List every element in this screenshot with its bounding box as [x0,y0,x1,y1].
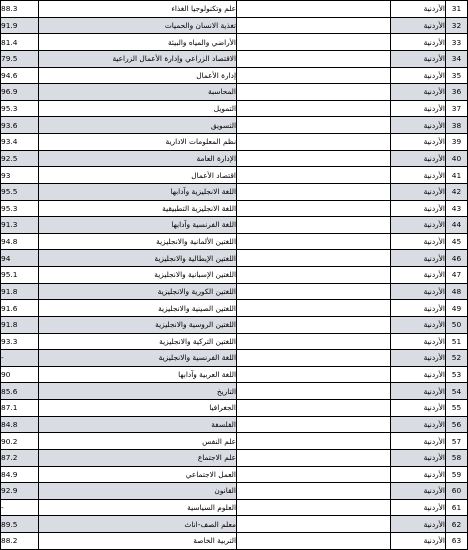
cutoff-score-cell: 93.6 [1,117,39,134]
major-name-cell: اللغة العربية وآدابها [39,366,237,383]
empty-cell [237,400,391,417]
major-name-cell: اللغتين الكورية والانجليزية [39,283,237,300]
major-name-cell: اللغتين الصينية والانجليزية [39,300,237,317]
row-number-cell: 46 [446,250,468,267]
empty-cell [237,300,391,317]
empty-cell [237,499,391,516]
major-name-cell: اللغة الانجليزية التطبيقية [39,200,237,217]
university-cell: الأردنية [391,499,446,516]
university-cell: الأردنية [391,134,446,151]
major-name-cell: التمويل [39,100,237,117]
table-row [1,433,468,450]
table-row [1,233,468,250]
row-number-cell: 37 [446,100,468,117]
cutoff-score-cell: 87.1 [1,400,39,417]
empty-cell [237,483,391,500]
university-cell: الأردنية [391,383,446,400]
empty-cell [237,250,391,267]
table-row [1,67,468,84]
row-number-cell: 48 [446,283,468,300]
table-row [1,366,468,383]
table-row [1,250,468,267]
cutoff-score-cell: 90 [1,366,39,383]
cutoff-score-cell: 92.9 [1,483,39,500]
cutoff-score-cell: 84.9 [1,466,39,483]
major-name-cell: التسويق [39,117,237,134]
major-name-cell: اللغة الفرنسية والانجليزية [39,350,237,367]
major-name-cell: اللغة الفرنسية وآدابها [39,217,237,234]
row-number-cell: 61 [446,499,468,516]
university-cell: الأردنية [391,333,446,350]
table-row [1,200,468,217]
major-name-cell: الجغرافيا [39,400,237,417]
table-row [1,1,468,18]
table-row [1,416,468,433]
row-number-cell: 32 [446,17,468,34]
empty-cell [237,150,391,167]
major-name-cell: الاقتصاد الزراعي وإدارة الأعمال الزراعية [39,50,237,67]
cutoff-score-cell: 95.3 [1,200,39,217]
empty-cell [237,366,391,383]
university-cell: الأردنية [391,533,446,550]
cutoff-score-cell: 87.2 [1,449,39,466]
table-row [1,350,468,367]
row-number-cell: 54 [446,383,468,400]
university-cell: الأردنية [391,100,446,117]
empty-cell [237,449,391,466]
major-name-cell: اللغتين الروسية والانجليزية [39,316,237,333]
table-row [1,383,468,400]
cutoff-score-cell: 91.9 [1,17,39,34]
table-row [1,217,468,234]
row-number-cell: 56 [446,416,468,433]
major-name-cell: العلوم السياسية [39,499,237,516]
row-number-cell: 52 [446,350,468,367]
row-number-cell: 55 [446,400,468,417]
row-number-cell: 60 [446,483,468,500]
university-cell: الأردنية [391,267,446,284]
university-cell: الأردنية [391,283,446,300]
university-cell: الأردنية [391,449,446,466]
major-name-cell: معلم الصف-اناث [39,516,237,533]
empty-cell [237,183,391,200]
major-name-cell: اللغتين التركية والانجليزية [39,333,237,350]
row-number-cell: 50 [446,316,468,333]
empty-cell [237,50,391,67]
table-body [1,1,468,550]
cutoff-score-cell: 91.6 [1,300,39,317]
cutoff-score-cell: 85.6 [1,383,39,400]
cutoff-score-cell: 94 [1,250,39,267]
row-number-cell: 33 [446,34,468,51]
major-name-cell: نظم المعلومات الادارية [39,134,237,151]
university-cell: الأردنية [391,167,446,184]
table-row [1,134,468,151]
row-number-cell: 35 [446,67,468,84]
empty-cell [237,67,391,84]
major-name-cell: التاريخ [39,383,237,400]
university-cell: الأردنية [391,50,446,67]
row-number-cell: 31 [446,1,468,18]
empty-cell [237,34,391,51]
row-number-cell: 39 [446,134,468,151]
major-name-cell: الأراضي والمياه والبيئة [39,34,237,51]
cutoff-score-cell: 95.5 [1,183,39,200]
cutoff-score-cell: 91.8 [1,316,39,333]
table-row [1,17,468,34]
cutoff-score-cell: 95.1 [1,267,39,284]
cutoff-score-cell: 93.3 [1,333,39,350]
table-row [1,34,468,51]
table-row [1,533,468,550]
major-name-cell: اقتصاد الأعمال [39,167,237,184]
table-row [1,333,468,350]
major-name-cell: تغذية الانسان والحميات [39,17,237,34]
empty-cell [237,350,391,367]
major-name-cell: الفلسفة [39,416,237,433]
empty-cell [237,200,391,217]
table-row [1,449,468,466]
major-name-cell: العمل الاجتماعي [39,466,237,483]
row-number-cell: 62 [446,516,468,533]
university-cell: الأردنية [391,316,446,333]
major-name-cell: اللغتين الإسبانية والانجليزية [39,267,237,284]
university-cell: الأردنية [391,250,446,267]
major-name-cell: إدارة الأعمال [39,67,237,84]
empty-cell [237,1,391,18]
cutoff-score-cell: 91.8 [1,283,39,300]
row-number-cell: 41 [446,167,468,184]
table-row [1,150,468,167]
empty-cell [237,383,391,400]
row-number-cell: 47 [446,267,468,284]
cutoff-score-cell: 93 [1,167,39,184]
empty-cell [237,167,391,184]
row-number-cell: 58 [446,449,468,466]
major-name-cell: علم الاجتماع [39,449,237,466]
table-row [1,183,468,200]
cutoff-score-cell: 94.6 [1,67,39,84]
row-number-cell: 59 [446,466,468,483]
major-name-cell: اللغة الانجليزية وآدابها [39,183,237,200]
row-number-cell: 49 [446,300,468,317]
cutoff-score-cell: 91.3 [1,217,39,234]
table-row [1,267,468,284]
table-row [1,167,468,184]
university-cell: الأردنية [391,466,446,483]
row-number-cell: 53 [446,366,468,383]
university-cell: الأردنية [391,516,446,533]
cutoff-score-cell: 88.2 [1,533,39,550]
cutoff-score-cell: 79.5 [1,50,39,67]
table-row [1,483,468,500]
university-cell: الأردنية [391,17,446,34]
university-cell: الأردنية [391,483,446,500]
university-cell: الأردنية [391,34,446,51]
cutoff-score-cell: - [1,350,39,367]
cutoff-score-cell: 84.8 [1,416,39,433]
empty-cell [237,466,391,483]
row-number-cell: 38 [446,117,468,134]
row-number-cell: 40 [446,150,468,167]
empty-cell [237,217,391,234]
cutoff-score-cell: - [1,499,39,516]
table-row [1,117,468,134]
table-row [1,50,468,67]
university-cell: الأردنية [391,183,446,200]
university-cell: الأردنية [391,350,446,367]
major-name-cell: علم النفس [39,433,237,450]
university-cell: الأردنية [391,366,446,383]
empty-cell [237,516,391,533]
university-cell: الأردنية [391,1,446,18]
university-cell: الأردنية [391,67,446,84]
table-row [1,466,468,483]
university-cell: الأردنية [391,117,446,134]
row-number-cell: 45 [446,233,468,250]
empty-cell [237,333,391,350]
empty-cell [237,267,391,284]
row-number-cell: 51 [446,333,468,350]
table-row [1,283,468,300]
major-name-cell: القانون [39,483,237,500]
table-row [1,300,468,317]
university-cell: الأردنية [391,433,446,450]
university-cell: الأردنية [391,217,446,234]
cutoff-score-cell: 92.5 [1,150,39,167]
university-cell: الأردنية [391,150,446,167]
major-name-cell: التربية الخاصة [39,533,237,550]
empty-cell [237,316,391,333]
university-cell: الأردنية [391,300,446,317]
major-name-cell: الإدارة العامة [39,150,237,167]
university-cell: الأردنية [391,400,446,417]
empty-cell [237,433,391,450]
table-row [1,316,468,333]
empty-cell [237,84,391,101]
cutoff-score-cell: 95.3 [1,100,39,117]
row-number-cell: 34 [446,50,468,67]
table-row [1,84,468,101]
cutoff-score-cell: 94.8 [1,233,39,250]
major-name-cell: اللغتين الإيطالية والانجليزية [39,250,237,267]
major-name-cell: اللغتين الألمانية والانجليزية [39,233,237,250]
row-number-cell: 42 [446,183,468,200]
cutoff-score-cell: 96.9 [1,84,39,101]
table-row [1,499,468,516]
empty-cell [237,233,391,250]
cutoff-score-cell: 90.2 [1,433,39,450]
major-name-cell: المحاسبة [39,84,237,101]
row-number-cell: 43 [446,200,468,217]
cutoff-score-cell: 93.4 [1,134,39,151]
university-cell: الأردنية [391,233,446,250]
row-number-cell: 63 [446,533,468,550]
cutoff-score-cell: 89.5 [1,516,39,533]
empty-cell [237,416,391,433]
row-number-cell: 36 [446,84,468,101]
row-number-cell: 44 [446,217,468,234]
university-cell: الأردنية [391,84,446,101]
empty-cell [237,100,391,117]
table-row [1,516,468,533]
university-cell: الأردنية [391,416,446,433]
empty-cell [237,134,391,151]
cutoff-score-cell: 88.3 [1,1,39,18]
empty-cell [237,533,391,550]
row-number-cell: 57 [446,433,468,450]
empty-cell [237,117,391,134]
empty-cell [237,17,391,34]
major-name-cell: علم وتكنولوجيا الغذاء [39,1,237,18]
empty-cell [237,283,391,300]
table-row [1,400,468,417]
table-row [1,100,468,117]
university-cell: الأردنية [391,200,446,217]
cutoff-score-cell: 81.4 [1,34,39,51]
